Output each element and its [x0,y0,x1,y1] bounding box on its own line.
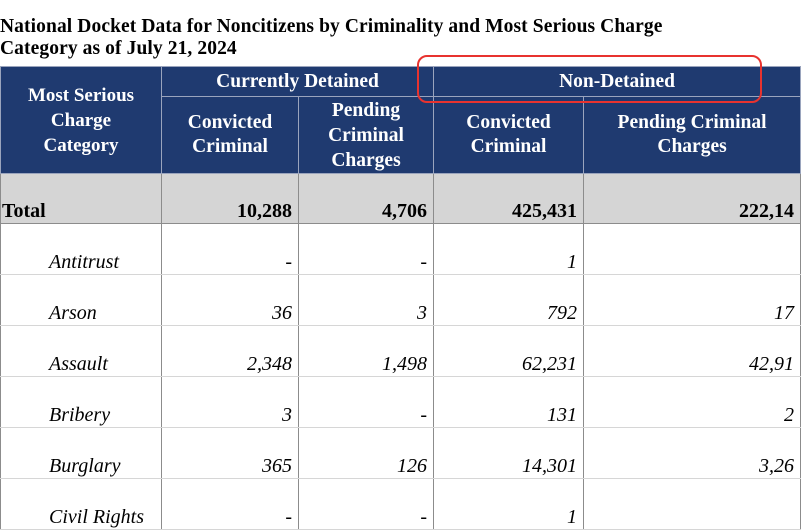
row-label: Antitrust [1,224,162,275]
cell-value: 126 [299,428,434,479]
row-label: Civil Rights [1,479,162,530]
cell-value [584,479,801,530]
cell-value: 3 [162,377,299,428]
table-row [1,479,801,530]
table-row [1,224,801,275]
cell-value: 4,706 [299,174,434,224]
cell-value: 17 [584,275,801,326]
column-header-nondetained-convicted: Convicted Criminal [434,97,584,174]
group-header-currently-detained: Currently Detained [162,67,434,97]
cell-value: 131 [434,377,584,428]
table-row [1,428,801,479]
cell-value: 222,14 [584,174,801,224]
cell-value: 14,301 [434,428,584,479]
cell-value: - [162,479,299,530]
cell-value: 1 [434,224,584,275]
column-header-nondetained-pending: Pending Criminal Charges [584,97,801,174]
column-header-detained-pending: Pending Criminal Charges [299,97,434,174]
cell-value: 42,91 [584,326,801,377]
cell-value: 10,288 [162,174,299,224]
cell-value: 365 [162,428,299,479]
table-row [1,377,801,428]
cell-value: 1,498 [299,326,434,377]
docket-table-container [0,66,795,530]
cell-value: 36 [162,275,299,326]
cell-value: 62,231 [434,326,584,377]
group-header-non-detained: Non-Detained [434,67,801,97]
docket-table [0,66,801,530]
row-label: Total [1,174,162,224]
cell-value: 2,348 [162,326,299,377]
row-label: Bribery [1,377,162,428]
cell-value: 3 [299,275,434,326]
table-row [1,326,801,377]
table-row-total [1,174,801,224]
cell-value: - [162,224,299,275]
row-label: Assault [1,326,162,377]
document-title: National Docket Data for Noncitizens by Criminality and Most Serious Charge Category as of July 21, 2024 [0,16,663,59]
cell-value: 792 [434,275,584,326]
row-label: Burglary [1,428,162,479]
cell-value: 2 [584,377,801,428]
column-header-detained-convicted: Convicted Criminal [162,97,299,174]
cell-value: 3,26 [584,428,801,479]
cell-value [584,224,801,275]
row-label: Arson [1,275,162,326]
cell-value: - [299,224,434,275]
cell-value: 1 [434,479,584,530]
cell-value: 425,431 [434,174,584,224]
cell-value: - [299,377,434,428]
column-header-category: Most Serious Charge Category [1,67,162,174]
cell-value: - [299,479,434,530]
table-row [1,275,801,326]
